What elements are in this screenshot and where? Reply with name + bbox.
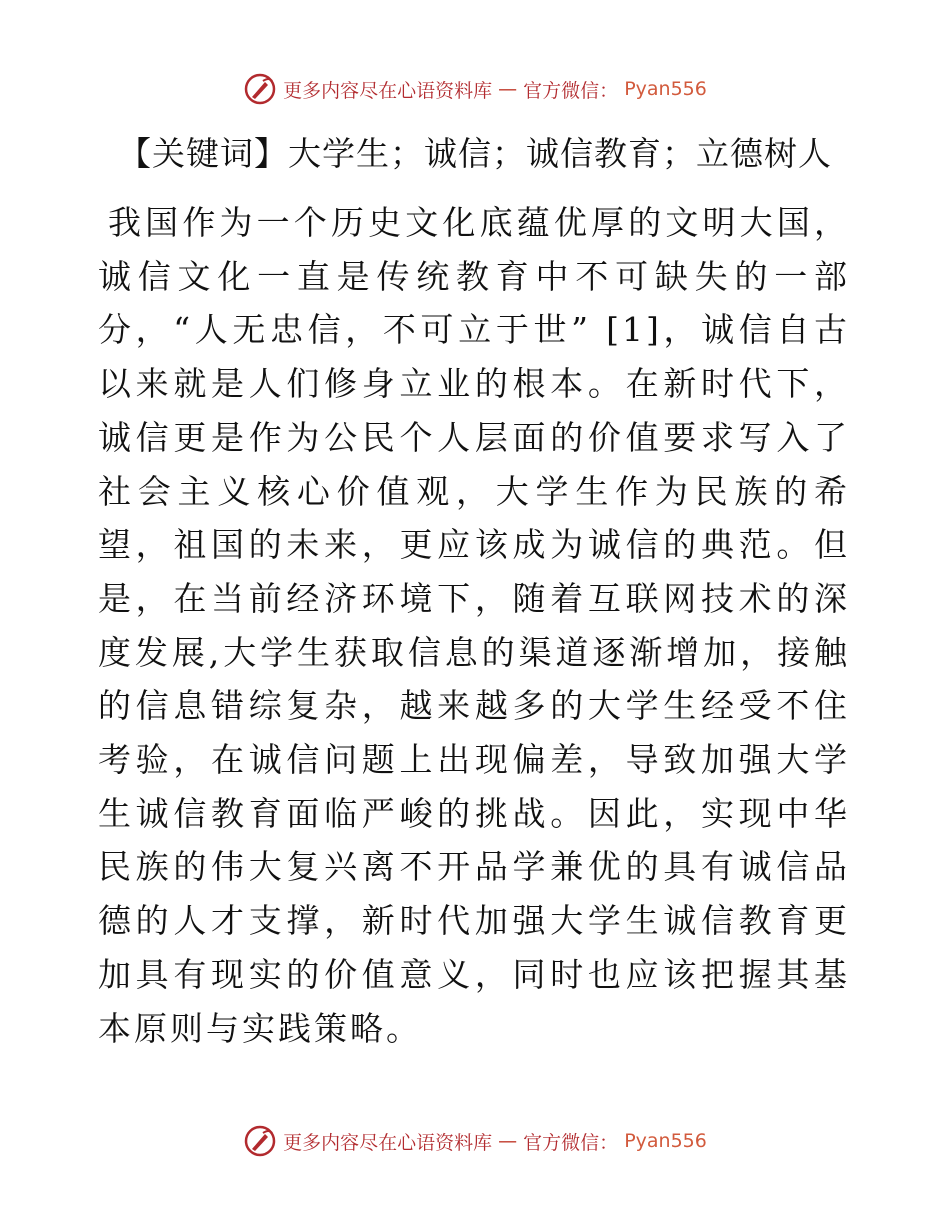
pen-logo-icon	[243, 72, 277, 106]
header-watermark	[0, 72, 950, 106]
pen-logo-icon	[243, 1124, 277, 1158]
body-paragraph: 我国作为一个历史文化底蕴优厚的文明大国，诚信文化一直是传统教育中不可缺失的一部分，“人无忠信，不可立于世” [1]，诚信自古以来就是人们修身立业的根本。在新时代下，诚信更是作为公民个人层面的价值要求写入了社会主义核心价值观，大学生作为民族的希望，祖国的未来，更应该成为诚信的典范。但是，在当前经济环境下，随着互联网技术的深度发展,大学生获取信息的渠道逐渐增加，接触的信息错综复杂，越来越多的大学生经受不住考验，在诚信问题上出现偏差，导致加强大学生诚信教育面临严峻的挑战。因此，实现中华民族的伟大复兴离不开品学兼优的具有诚信品德的人才支撑，新时代加强大学生诚信教育更加具有现实的价值意义，同时也应该把握其基本原则与实践策略。	[98, 203, 850, 1048]
watermark-official-label: 官方微信：	[523, 1131, 619, 1154]
watermark-official-label: 官方微信：	[523, 79, 619, 102]
keywords-line: 【关键词】大学生；诚信；诚信教育；立德树人	[118, 134, 832, 173]
watermark-text: 更多内容尽在心语资料库	[283, 1131, 493, 1154]
watermark-wechat-id: Pyan556	[624, 1130, 707, 1152]
watermark-text: 更多内容尽在心语资料库	[283, 79, 493, 102]
watermark-wechat-id: Pyan556	[624, 78, 707, 100]
footer-watermark	[0, 1124, 950, 1158]
watermark-separator: —	[498, 78, 518, 100]
watermark-separator: —	[498, 1130, 518, 1152]
